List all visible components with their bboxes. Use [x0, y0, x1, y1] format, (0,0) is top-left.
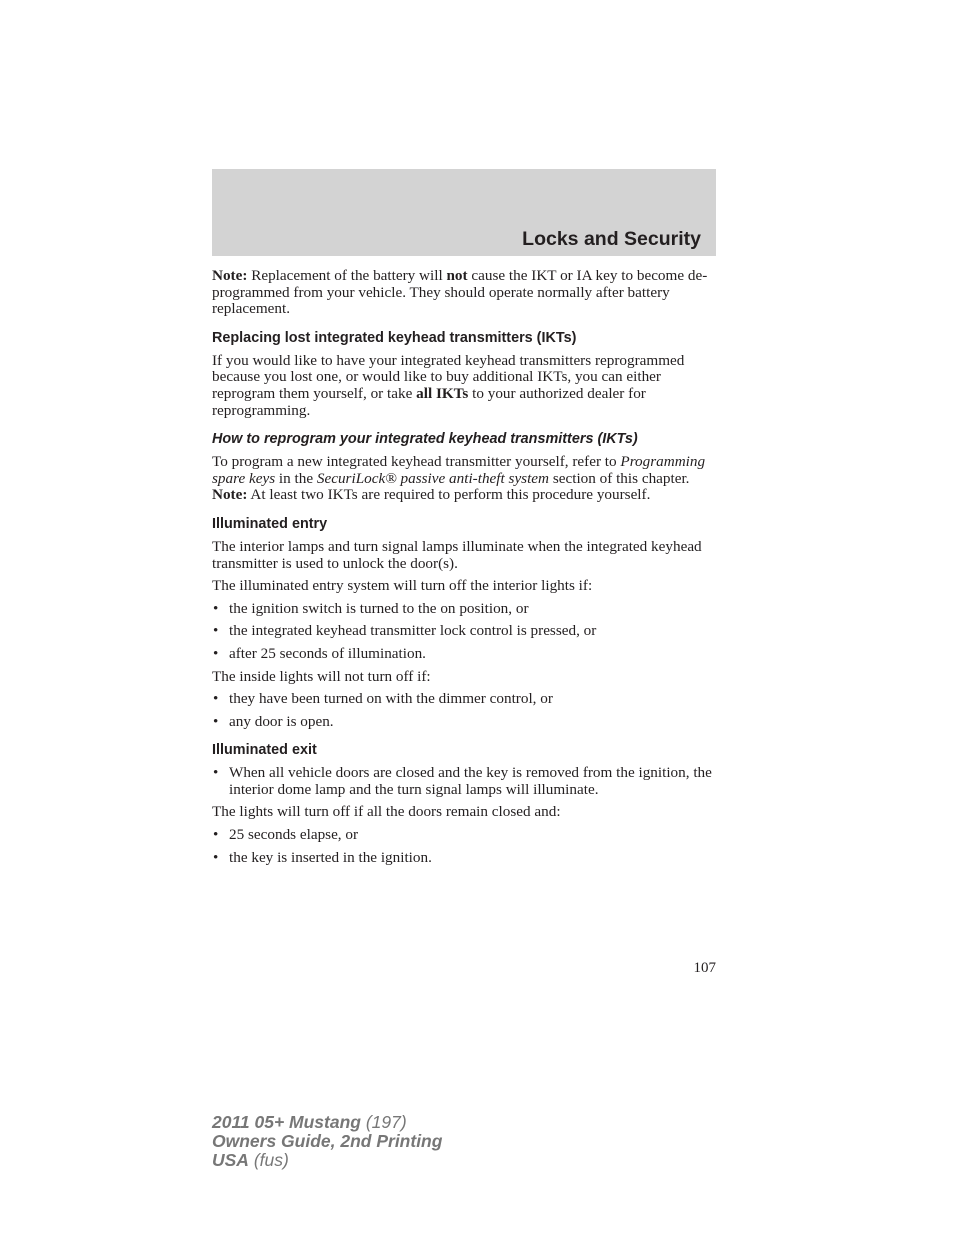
list-item: • When all vehicle doors are closed and the key is removed from the ignition, the interior dome lamp and the turn signal lamps will illuminate. — [213, 764, 712, 798]
footer-line-2: Owners Guide, 2nd Printing — [212, 1131, 443, 1151]
heading-illuminated-exit: Illuminated exit — [212, 742, 317, 759]
list-item: • they have been turned on with the dimmer control, or — [213, 690, 553, 708]
page-content — [212, 268, 718, 872]
entry-stay-on-list — [212, 691, 718, 730]
heading-replacing-lost-ikts: Replacing lost integrated keyhead transmitters (IKTs) — [212, 329, 577, 346]
exit-paragraph: The lights will turn off if all the doors remain closed and: — [212, 803, 561, 821]
exit-list-2 — [212, 827, 718, 866]
heading-reprogram-ikts: How to reprogram your integrated keyhead transmitters (IKTs) — [212, 431, 638, 448]
chapter-header-band — [212, 169, 716, 256]
note-label: Note: — [212, 267, 248, 284]
bullet-glyph: • — [213, 848, 219, 866]
bullet-glyph: • — [213, 622, 219, 640]
page-number: 107 — [693, 960, 716, 976]
bullet-glyph: • — [213, 599, 219, 617]
list-item: • the key is inserted in the ignition. — [213, 848, 432, 866]
exit-list-1 — [212, 765, 718, 798]
list-item: • after 25 seconds of illumination. — [213, 644, 426, 662]
entry-paragraph-2: The illuminated entry system will turn off the interior lights if: — [212, 577, 593, 595]
footer-line-1: 2011 05+ Mustang (197) — [212, 1112, 407, 1132]
footer-line-3: USA (fus) — [212, 1150, 289, 1170]
entry-turn-off-list — [212, 601, 718, 663]
bullet-glyph: • — [213, 764, 219, 782]
bullet-glyph: • — [213, 826, 219, 844]
bullet-glyph: • — [213, 712, 219, 730]
chapter-title: Locks and Security — [522, 228, 701, 250]
document-footer — [212, 1113, 442, 1170]
list-item: • the integrated keyhead transmitter lock control is pressed, or — [213, 622, 597, 640]
entry-paragraph-1: The interior lamps and turn signal lamps illuminate when the integrated keyhead transmitter is used to unlock the door(s). — [212, 537, 702, 572]
replacing-paragraph: If you would like to have your integrated keyhead transmitters reprogrammed because you lost one, or would like to buy additional IKTs, you can either reprogram them yourself, or take all IKTs to your authorized dealer for reprogramming. — [212, 351, 685, 419]
list-item: • 25 seconds elapse, or — [213, 826, 359, 844]
list-item: • any door is open. — [213, 712, 334, 730]
entry-paragraph-3: The inside lights will not turn off if: — [212, 667, 431, 685]
heading-illuminated-entry: Illuminated entry — [212, 515, 328, 532]
bullet-glyph: • — [213, 644, 219, 662]
list-item: • the ignition switch is turned to the on position, or — [213, 599, 529, 617]
battery-note: Note: Replacement of the battery will not cause the IKT or IA key to become de-programmed from your vehicle. They should operate normally after battery replacement. — [212, 267, 708, 318]
reprogram-paragraph: To program a new integrated keyhead transmitter yourself, refer to Programming spare keys in the SecuriLock® passive anti-theft system section of this chapter. Note: At least two IKTs are required to perform this procedure yourself. — [212, 453, 706, 504]
bullet-glyph: • — [213, 690, 219, 708]
